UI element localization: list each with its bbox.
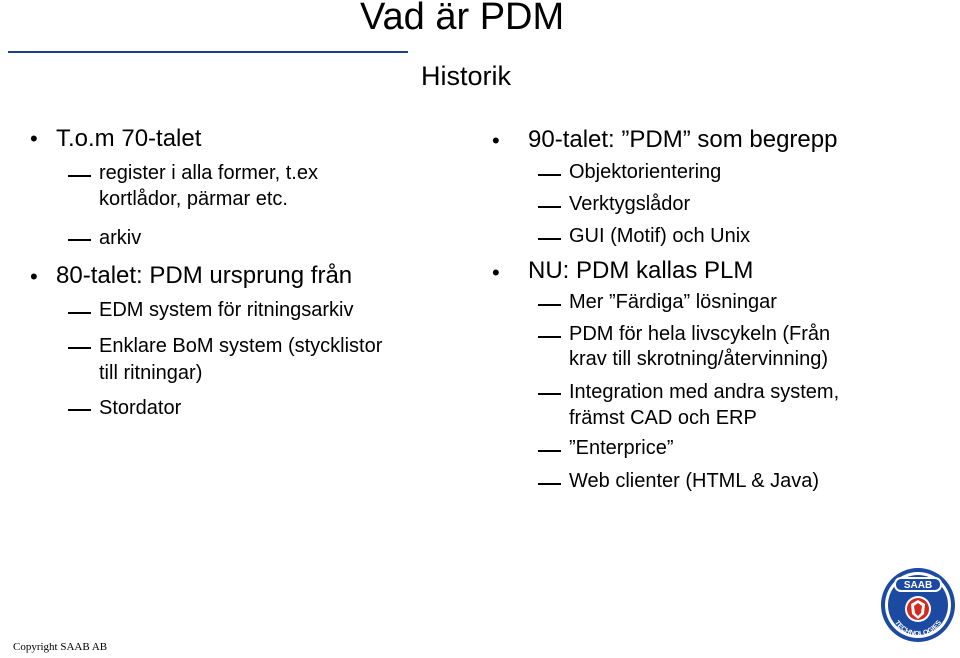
right-sub-enterprice: ”Enterprice” xyxy=(569,437,674,459)
dash-icon xyxy=(538,174,561,176)
bullet-dot: • xyxy=(30,264,38,289)
dash-icon xyxy=(538,483,561,485)
bullet-dot: • xyxy=(492,260,500,285)
copyright-text: Copyright SAAB AB xyxy=(13,641,108,653)
left-sub-bom-line2: till ritningar) xyxy=(99,362,203,384)
title-underline xyxy=(8,51,408,53)
right-sub-livscykel-line2: krav till skrotning/återvinning) xyxy=(569,348,828,370)
right-bullet-90s: 90-talet: ”PDM” som begrepp xyxy=(528,126,838,153)
dash-icon xyxy=(68,347,91,349)
left-sub-arkiv: arkiv xyxy=(99,227,142,249)
right-sub-livscykel-line1: PDM för hela livscykeln (Från xyxy=(569,323,831,345)
dash-icon xyxy=(538,450,561,452)
left-sub-bom-line1: Enklare BoM system (stycklistor xyxy=(99,335,383,357)
left-bullet-70s: T.o.m 70-talet xyxy=(56,125,202,152)
right-sub-integration-line2: främst CAD och ERP xyxy=(569,407,757,429)
left-sub-register-line2: kortlådor, pärmar etc. xyxy=(99,188,288,210)
right-sub-gui: GUI (Motif) och Unix xyxy=(569,225,751,247)
saab-technologies-logo-icon xyxy=(880,566,956,644)
right-sub-web: Web clienter (HTML & Java) xyxy=(569,470,820,492)
dash-icon xyxy=(538,238,561,240)
slide-subtitle: Historik xyxy=(421,61,512,91)
dash-icon xyxy=(68,312,91,314)
left-bullet-80s: 80-talet: PDM ursprung från xyxy=(56,262,353,289)
dash-icon xyxy=(68,239,91,241)
right-sub-verktyg: Verktygslådor xyxy=(569,193,691,215)
dash-icon xyxy=(538,304,561,306)
left-sub-stordator: Stordator xyxy=(99,397,182,419)
dash-icon xyxy=(538,393,561,395)
dash-icon xyxy=(68,175,91,177)
dash-icon xyxy=(538,206,561,208)
bullet-dot: • xyxy=(30,126,38,151)
right-sub-integration-line1: Integration med andra system, xyxy=(569,381,840,403)
right-bullet-nu: NU: PDM kallas PLM xyxy=(528,257,754,284)
svg-text:TECHNOLOGIES: TECHNOLOGIES xyxy=(892,619,944,638)
dash-icon xyxy=(68,409,91,411)
right-sub-objekt: Objektorientering xyxy=(569,161,722,183)
bullet-dot: • xyxy=(492,128,500,153)
right-sub-fardiga: Mer ”Färdiga” lösningar xyxy=(569,291,777,313)
slide-title: Vad är PDM xyxy=(360,0,565,38)
dash-icon xyxy=(538,336,561,338)
left-sub-register-line1: register i alla former, t.ex xyxy=(99,162,318,184)
left-sub-edm: EDM system för ritningsarkiv xyxy=(99,299,354,321)
svg-text:SAAB: SAAB xyxy=(903,580,933,591)
